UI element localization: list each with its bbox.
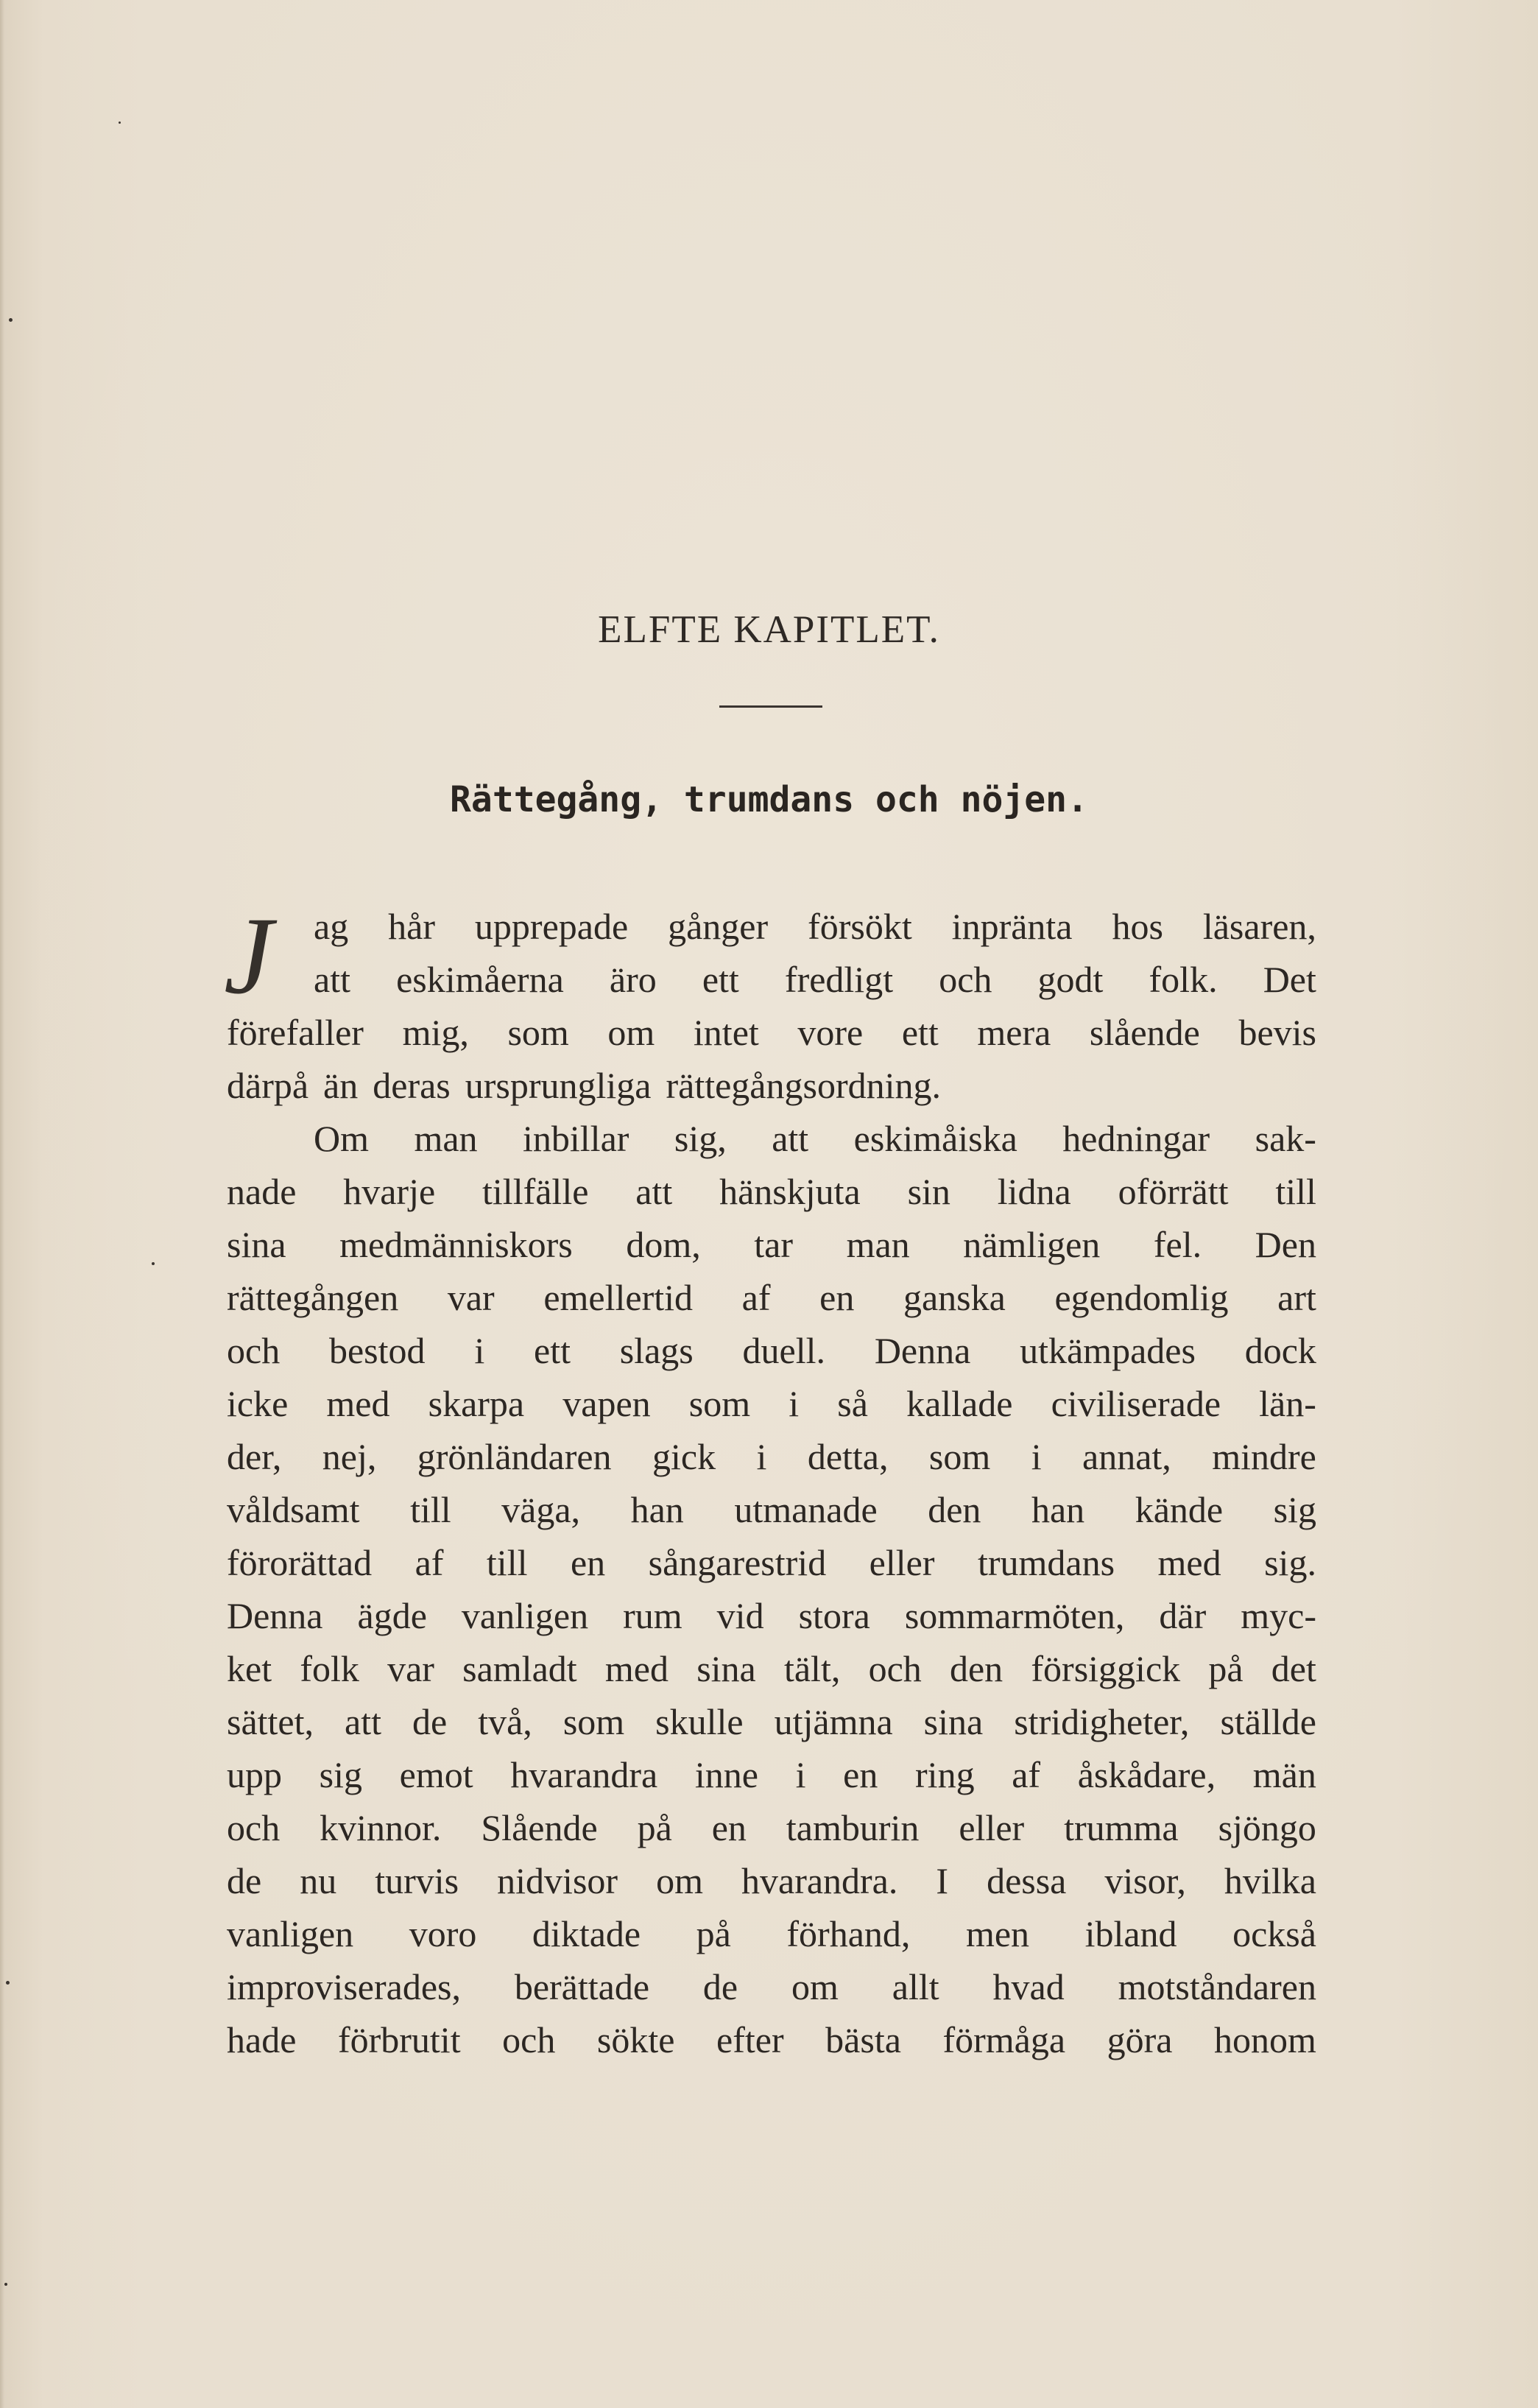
body-text — [224, 895, 1316, 2066]
text-line: att eskimåerna äro ett fredligt och godt folk. Det — [314, 959, 1316, 1000]
text-line: de nu turvis nidvisor om hvarandra. I dessa visor, hvilka — [227, 1860, 1316, 1901]
text-line: upp sig emot hvarandra inne i en ring af åskådare, män — [227, 1754, 1316, 1795]
text-line: ket folk var samladt med sina tält, och den försiggick på det — [227, 1648, 1316, 1689]
text-line: förorättad af till en sångarestrid eller trumdans med sig. — [227, 1542, 1316, 1583]
page-speck — [4, 2283, 7, 2286]
text-line: sina medmänniskors dom, tar man nämligen fel. Den — [227, 1224, 1316, 1265]
dropcap-letter: J — [224, 895, 273, 1017]
page-speck — [152, 1262, 155, 1265]
text-line: der, nej, grönländaren gick i detta, som i annat, mindre — [227, 1436, 1316, 1477]
text-line: sättet, att de två, som skulle utjämna sina stridigheter, ställde — [227, 1701, 1316, 1742]
chapter-title: ELFTE KAPITLET. — [598, 608, 940, 651]
text-line: nade hvarje tillfälle att hänskjuta sin lidna oförrätt till — [227, 1171, 1316, 1212]
text-line: rättegången var emellertid af en ganska egendomlig art — [227, 1277, 1316, 1318]
text-line: vanligen voro diktade på förhand, men ibland också — [227, 1913, 1316, 1954]
text-line: improviserades, berättade de om allt hvad motståndaren — [227, 1966, 1316, 2007]
text-line: Om man inbillar sig, att eskimåiska hedningar sak- — [314, 1118, 1316, 1159]
text-line: förefaller mig, som om intet vore ett mera slående bevis — [227, 1012, 1316, 1053]
text-line: våldsamt till väga, han utmanade den han kände sig — [227, 1489, 1316, 1530]
text-line: ag hår upprepade gånger försökt inpränta hos läsaren, — [314, 906, 1316, 947]
page-speck — [9, 318, 13, 322]
text-line: icke med skarpa vapen som i så kallade civiliserade län- — [227, 1383, 1316, 1424]
text-line: och bestod i ett slags duell. Denna utkämpades dock — [227, 1330, 1316, 1371]
chapter-divider — [719, 705, 822, 708]
text-line: därpå än deras ursprungliga rättegångsordning. — [227, 1065, 941, 1106]
text-line: hade förbrutit och sökte efter bästa förmåga göra honom — [227, 2019, 1316, 2060]
text-line: och kvinnor. Slående på en tamburin eller trumma sjöngo — [227, 1807, 1316, 1848]
chapter-subtitle: Rättegång, trumdans och nöjen. — [450, 779, 1088, 820]
page-speck — [119, 122, 121, 124]
page-binding-edge — [0, 0, 4, 2408]
page-speck — [6, 1981, 10, 1985]
text-line: Denna ägde vanligen rum vid stora sommarmöten, där myc- — [227, 1595, 1316, 1636]
